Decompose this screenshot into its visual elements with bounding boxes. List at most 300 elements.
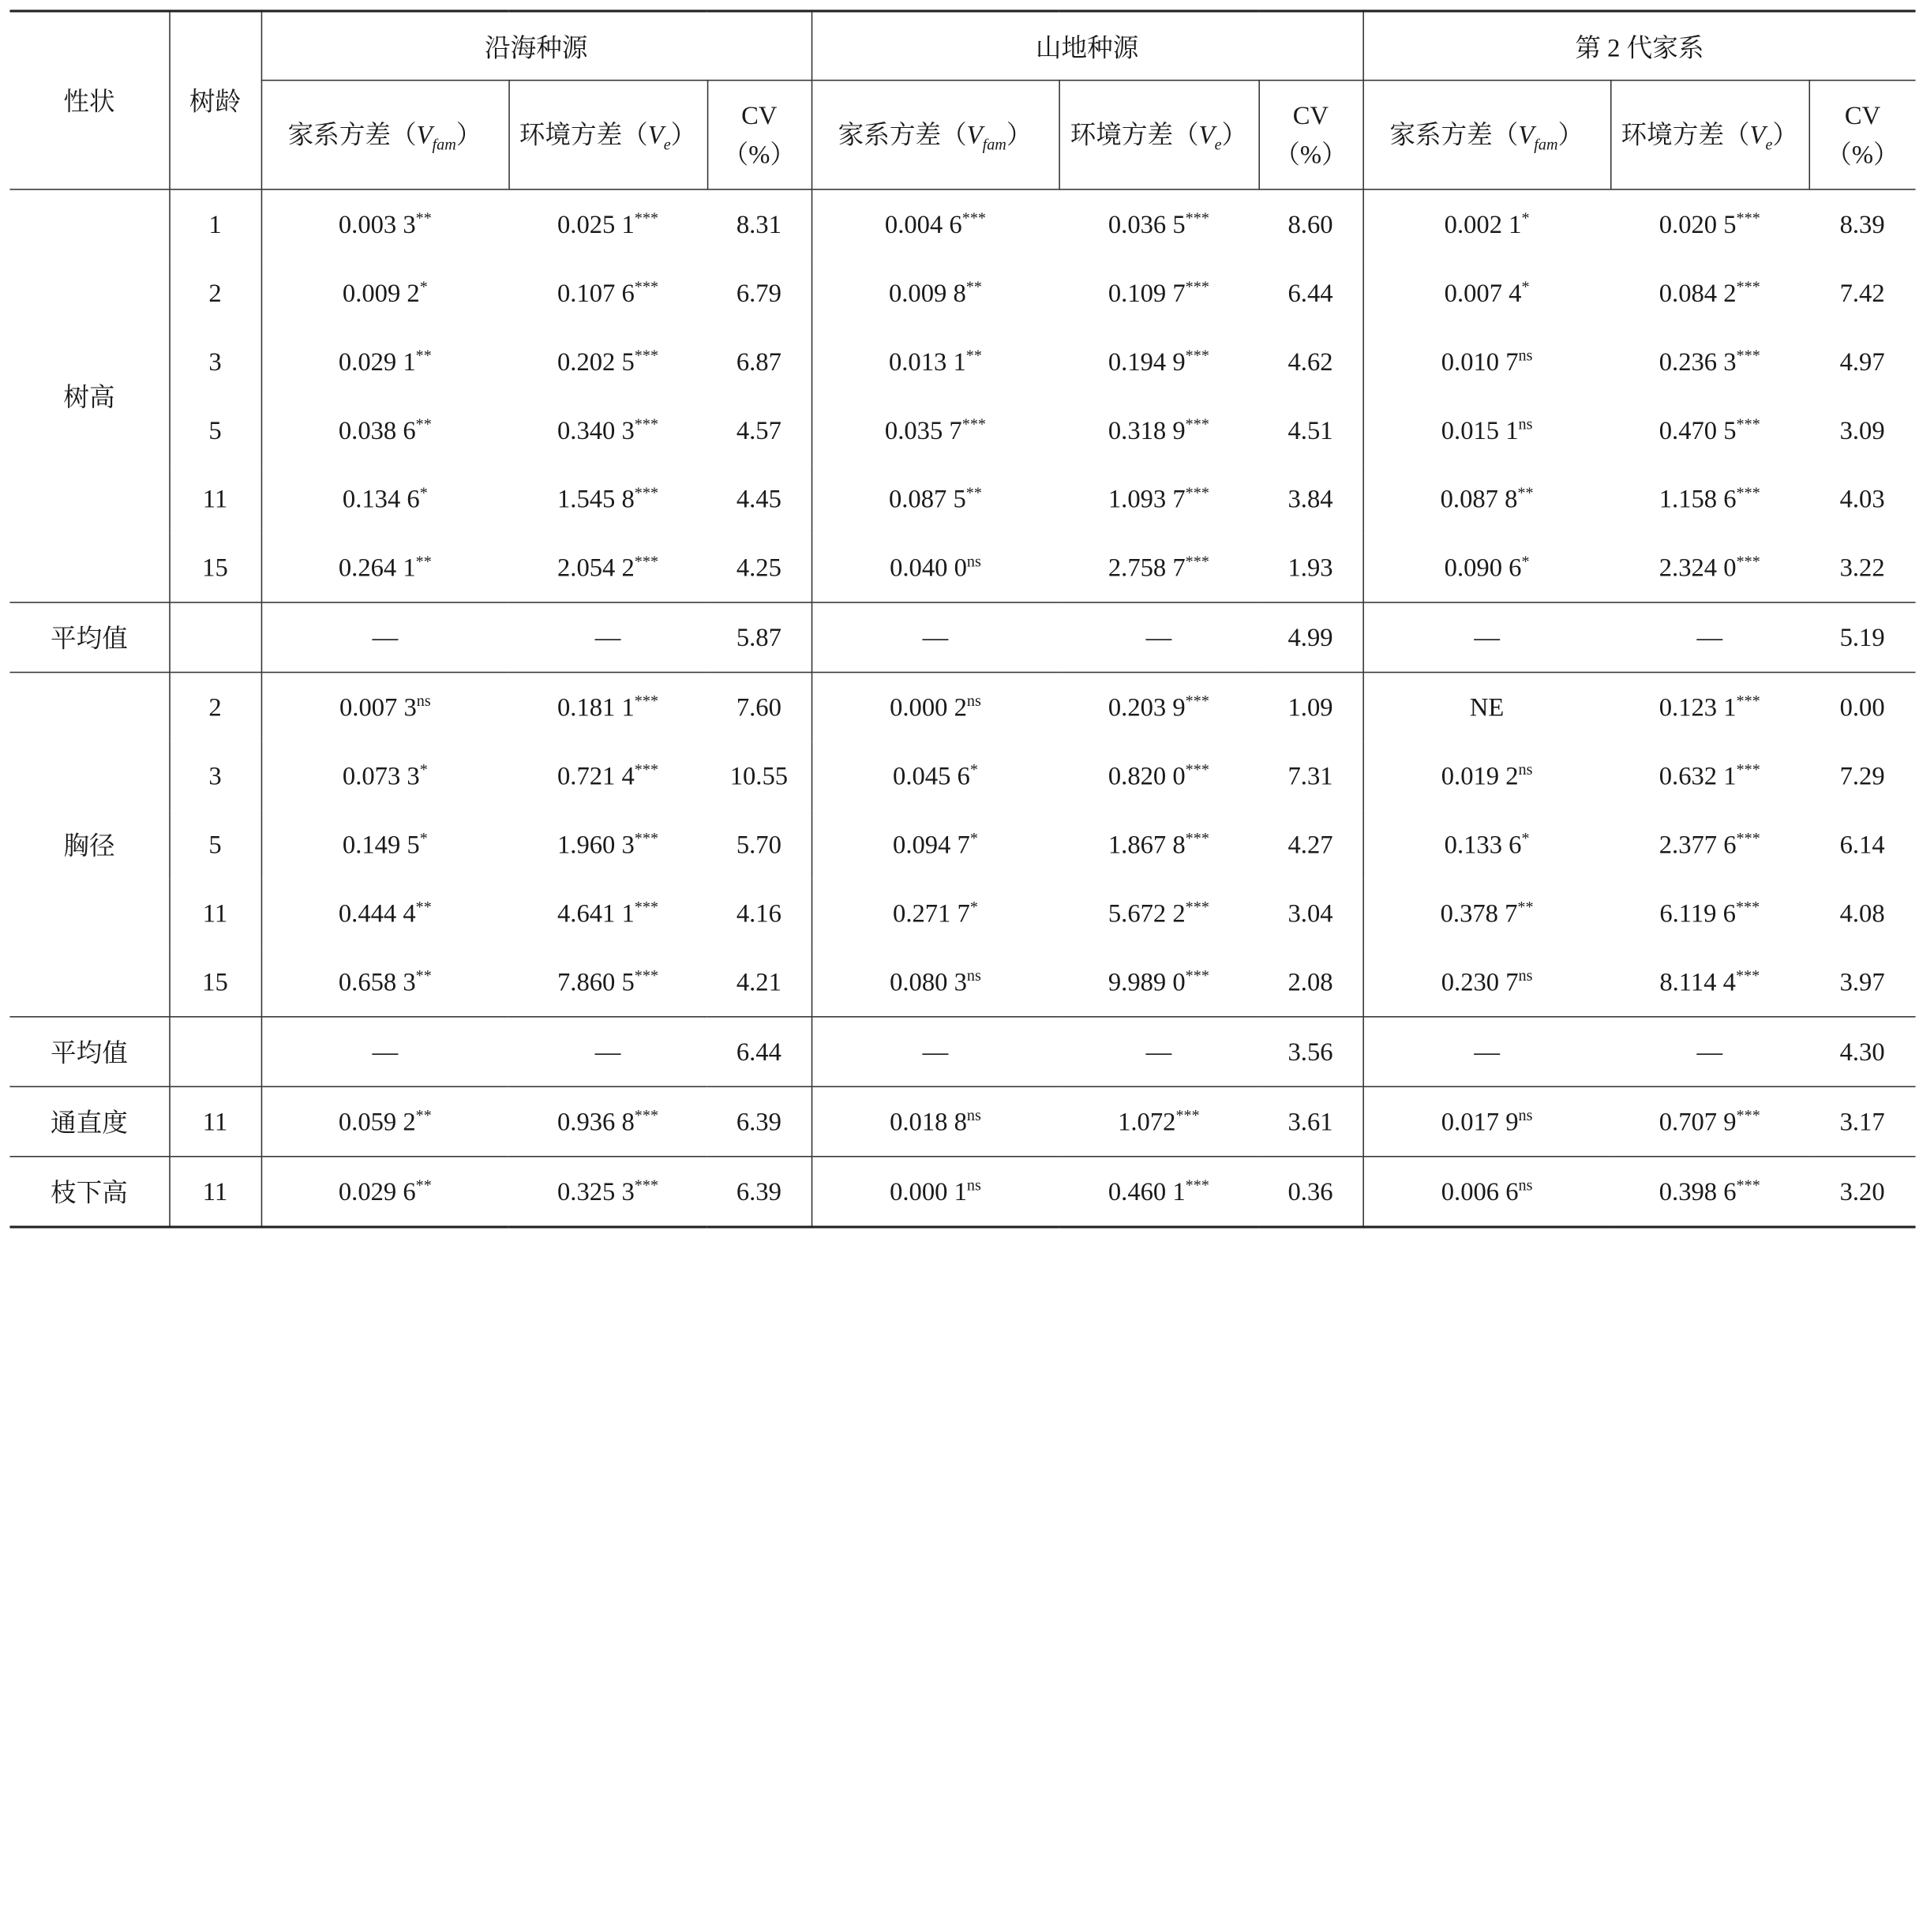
significance-mark: ** <box>1517 896 1534 915</box>
cell-value: 0.398 6 <box>1659 1176 1737 1206</box>
cell-value: 4.51 <box>1287 415 1333 445</box>
vfam-cell <box>261 396 509 464</box>
table-row <box>9 396 1915 464</box>
age-cell: 11 <box>169 879 260 947</box>
cell-value: 0.202 5 <box>557 346 635 376</box>
table-header <box>9 11 1915 189</box>
cell-value: 3.84 <box>1287 483 1333 513</box>
vfam-cell <box>1362 947 1610 1017</box>
vfam-cell <box>261 810 509 879</box>
header-ve-sub: e <box>1765 135 1773 154</box>
significance-mark: ns <box>1518 413 1533 433</box>
age-cell <box>169 602 260 672</box>
vfam-cell <box>261 189 509 259</box>
cell-value: 6.44 <box>1287 277 1333 307</box>
cell-value: 2.054 2 <box>557 552 635 582</box>
vfam-cell <box>261 464 509 533</box>
cv-cell <box>1809 741 1916 810</box>
header-vfam-label: 家系方差（ <box>1389 120 1519 150</box>
cv-cell <box>1258 533 1362 602</box>
table-body <box>9 189 1915 1227</box>
header-ve-symbol: V <box>1749 120 1766 150</box>
header-ve-label: 环境方差（ <box>519 120 648 150</box>
age-cell: 11 <box>169 1086 260 1156</box>
cv-cell <box>1258 396 1362 464</box>
cell-value: 0.002 1 <box>1444 208 1522 238</box>
significance-mark: ** <box>415 965 432 984</box>
cell-value: 6.14 <box>1839 829 1885 859</box>
age-cell: 2 <box>169 259 260 328</box>
header-trait: 性状 <box>9 11 169 189</box>
vfam-cell <box>811 1157 1059 1227</box>
cell-value: 6.39 <box>736 1176 781 1206</box>
cell-value: 4.03 <box>1839 483 1885 513</box>
table-row <box>9 673 1915 742</box>
cell-value: 4.99 <box>1287 621 1333 652</box>
significance-mark: *** <box>1736 759 1760 778</box>
significance-mark: ** <box>415 413 432 433</box>
vfam-cell <box>1362 1086 1610 1156</box>
ve-cell <box>1059 741 1258 810</box>
cell-value: 1.093 7 <box>1108 483 1186 513</box>
significance-mark: *** <box>1185 208 1209 227</box>
table-row <box>9 810 1915 879</box>
cell-value: 0.123 1 <box>1659 692 1737 722</box>
significance-mark: *** <box>1736 690 1760 710</box>
significance-mark: * <box>419 759 428 778</box>
ve-cell <box>1059 673 1258 742</box>
ve-cell <box>508 189 707 259</box>
cell-value: 1.09 <box>1287 692 1333 722</box>
cell-value: 0.087 8 <box>1440 483 1518 513</box>
vfam-cell <box>811 464 1059 533</box>
cell-value: 0.080 3 <box>890 966 967 996</box>
vfam-cell <box>811 533 1059 602</box>
significance-mark: *** <box>1185 345 1209 364</box>
cell-value: 0.149 5 <box>342 829 420 859</box>
cv-cell <box>1809 947 1916 1017</box>
age-cell <box>169 1017 260 1086</box>
table-row <box>9 533 1915 602</box>
vfam-cell <box>1362 464 1610 533</box>
cv-cell <box>1809 673 1916 742</box>
significance-mark: *** <box>634 550 659 570</box>
cell-value: 0.203 9 <box>1108 692 1186 722</box>
vfam-cell <box>1362 533 1610 602</box>
significance-mark: * <box>419 827 428 847</box>
ve-cell <box>508 947 707 1017</box>
header-vfam-symbol: V <box>1518 120 1535 150</box>
cv-cell <box>707 189 811 259</box>
age-cell: 15 <box>169 533 260 602</box>
header-ve-close: ） <box>1221 120 1248 150</box>
cell-value: 0.271 7 <box>893 898 970 928</box>
significance-mark: *** <box>1736 1175 1760 1194</box>
header-cv-unit: （%） <box>1826 139 1899 170</box>
vfam-cell <box>811 879 1059 947</box>
cv-cell <box>707 879 811 947</box>
cell-value: 7.60 <box>736 692 781 722</box>
cell-value: 2.758 7 <box>1108 552 1186 582</box>
significance-mark: *** <box>634 690 659 710</box>
significance-mark: *** <box>634 345 659 364</box>
cell-value: 0.181 1 <box>557 692 635 722</box>
cell-value: 8.114 4 <box>1659 966 1736 996</box>
cell-value: 0.133 6 <box>1444 829 1522 859</box>
cell-value: 3.56 <box>1287 1036 1333 1066</box>
cell-value: 0.020 5 <box>1659 208 1737 238</box>
table-row <box>9 464 1915 533</box>
vfam-cell <box>261 1086 509 1156</box>
ve-cell <box>1059 879 1258 947</box>
cv-cell <box>707 464 811 533</box>
ve-cell <box>1059 464 1258 533</box>
cell-value: 5.87 <box>736 621 781 652</box>
significance-mark: *** <box>634 965 659 984</box>
significance-mark: *** <box>1185 759 1209 778</box>
header-vfam-close: ） <box>455 120 482 150</box>
cell-value: 3.17 <box>1839 1106 1885 1136</box>
significance-mark: *** <box>1736 276 1760 295</box>
vfam-cell <box>1362 396 1610 464</box>
ve-cell <box>508 741 707 810</box>
cell-value: 1.93 <box>1287 552 1333 582</box>
significance-mark: *** <box>961 208 987 227</box>
significance-mark: ns <box>416 690 431 710</box>
significance-mark: *** <box>1736 208 1760 227</box>
cell-value: 0.820 0 <box>1108 760 1186 790</box>
header-cv-unit: （%） <box>722 139 796 170</box>
ve-cell <box>508 602 707 672</box>
header-ve-label: 环境方差（ <box>1070 120 1199 150</box>
cell-value: 4.27 <box>1287 829 1333 859</box>
significance-mark: ** <box>415 1175 432 1194</box>
cell-value: 4.25 <box>736 552 781 582</box>
cell-value: 0.035 7 <box>884 415 962 445</box>
cv-cell <box>1258 947 1362 1017</box>
cv-cell <box>1258 328 1362 396</box>
cell-value: 0.045 6 <box>893 760 970 790</box>
header-age: 树龄 <box>169 11 260 189</box>
header-cv <box>707 81 811 189</box>
ve-cell <box>1059 602 1258 672</box>
age-cell: 11 <box>169 464 260 533</box>
ve-cell <box>1610 879 1809 947</box>
header-cv-label: CV <box>1844 100 1881 130</box>
variance-table <box>9 9 1915 1228</box>
cv-cell <box>1809 1017 1916 1086</box>
cell-value: 0.325 3 <box>557 1176 635 1206</box>
vfam-cell <box>1362 602 1610 672</box>
significance-mark: * <box>1521 827 1530 847</box>
significance-mark: * <box>969 827 978 847</box>
cv-cell <box>1809 1157 1916 1227</box>
ve-cell <box>1059 189 1258 259</box>
vfam-cell <box>261 673 509 742</box>
significance-mark: *** <box>1175 1105 1200 1124</box>
vfam-cell <box>1362 1157 1610 1227</box>
header-ve-label: 环境方差（ <box>1621 120 1750 150</box>
header-vfam-sub: fam <box>1534 135 1558 154</box>
header-vfam-sub: fam <box>432 135 456 154</box>
ve-cell <box>508 1157 707 1227</box>
ve-cell <box>508 533 707 602</box>
significance-mark: ns <box>1518 759 1533 778</box>
cell-value: 0.470 5 <box>1659 415 1737 445</box>
header-group-mountain: 山地种源 <box>811 11 1363 81</box>
significance-mark: ns <box>1518 965 1533 984</box>
header-vfam-label: 家系方差（ <box>838 120 967 150</box>
vfam-cell <box>261 741 509 810</box>
ve-cell <box>508 1017 707 1086</box>
table-row <box>9 189 1915 259</box>
cv-cell <box>1809 533 1916 602</box>
table-row <box>9 328 1915 396</box>
significance-mark: *** <box>634 759 659 778</box>
cv-cell <box>1258 1157 1362 1227</box>
cv-cell <box>707 741 811 810</box>
cv-cell <box>1809 1086 1916 1156</box>
cv-cell <box>707 396 811 464</box>
cv-cell <box>1809 602 1916 672</box>
age-cell: 15 <box>169 947 260 1017</box>
cell-value: 0.038 6 <box>338 415 416 445</box>
significance-mark: *** <box>634 276 659 295</box>
trait-cell: 通直度 <box>9 1086 169 1156</box>
significance-mark: ** <box>415 208 432 227</box>
cell-value: 0.073 3 <box>342 760 420 790</box>
significance-mark: *** <box>1185 827 1209 847</box>
ve-cell <box>1059 810 1258 879</box>
ve-cell <box>508 396 707 464</box>
significance-mark: *** <box>1736 345 1760 364</box>
cell-value: 0.378 7 <box>1440 898 1518 928</box>
vfam-cell <box>1362 1017 1610 1086</box>
significance-mark: *** <box>634 827 659 847</box>
cell-value: 6.44 <box>736 1036 781 1066</box>
cell-value: — <box>594 1036 621 1066</box>
cv-cell <box>1258 810 1362 879</box>
cell-value: 4.57 <box>736 415 781 445</box>
cv-cell <box>1258 1017 1362 1086</box>
cell-value: 0.010 7 <box>1441 346 1519 376</box>
trait-cell: 胸径 <box>9 673 169 1017</box>
ve-cell <box>1610 1086 1809 1156</box>
vfam-cell <box>1362 673 1610 742</box>
cell-value: 0.004 6 <box>884 208 962 238</box>
cell-value: 4.62 <box>1287 346 1333 376</box>
cell-value: 0.194 9 <box>1108 346 1186 376</box>
header-ve-close: ） <box>670 120 697 150</box>
ve-cell <box>1059 947 1258 1017</box>
cv-cell <box>1258 1086 1362 1156</box>
cell-value: 4.21 <box>736 966 781 996</box>
significance-mark: *** <box>1185 413 1209 433</box>
cv-cell <box>1809 328 1916 396</box>
cell-value: 1.072 <box>1118 1106 1176 1136</box>
cell-value: 0.029 1 <box>338 346 416 376</box>
cell-value: 0.36 <box>1287 1176 1333 1206</box>
cv-cell <box>707 328 811 396</box>
cv-cell <box>1258 741 1362 810</box>
cell-value: 0.340 3 <box>557 415 635 445</box>
significance-mark: ** <box>415 345 432 364</box>
significance-mark: ** <box>415 1105 432 1124</box>
cell-value: 3.09 <box>1839 415 1885 445</box>
header-vfam-close: ） <box>1006 120 1033 150</box>
ve-cell <box>1610 533 1809 602</box>
header-group-coastal: 沿海种源 <box>261 11 811 81</box>
ve-cell <box>508 673 707 742</box>
cell-value: 0.264 1 <box>338 552 416 582</box>
significance-mark: *** <box>634 1105 659 1124</box>
cell-value: 0.134 6 <box>342 483 420 513</box>
header-vfam-symbol: V <box>966 120 983 150</box>
cell-value: 0.025 1 <box>557 208 635 238</box>
table-row <box>9 602 1915 672</box>
header-vfam-close: ） <box>1557 120 1584 150</box>
vfam-cell <box>261 879 509 947</box>
ve-cell <box>1610 259 1809 328</box>
cell-value: 0.107 6 <box>557 277 635 307</box>
age-cell: 3 <box>169 328 260 396</box>
header-ve-symbol: V <box>647 120 664 150</box>
ve-cell <box>1059 328 1258 396</box>
age-cell: 5 <box>169 396 260 464</box>
ve-cell <box>508 328 707 396</box>
cv-cell <box>1809 879 1916 947</box>
significance-mark: ** <box>965 345 982 364</box>
cell-value: 0.000 2 <box>890 692 967 722</box>
cell-value: — <box>372 1036 399 1066</box>
cell-value: 0.084 2 <box>1659 277 1737 307</box>
vfam-cell <box>811 259 1059 328</box>
cell-value: 0.009 2 <box>342 277 420 307</box>
significance-mark: *** <box>634 1175 659 1194</box>
cell-value: 0.007 3 <box>339 692 417 722</box>
vfam-cell <box>811 1017 1059 1086</box>
header-ve-sub: e <box>1214 135 1222 154</box>
cell-value: 0.040 0 <box>890 552 967 582</box>
cv-cell <box>707 1157 811 1227</box>
ve-cell <box>508 259 707 328</box>
trait-cell: 枝下高 <box>9 1157 169 1227</box>
vfam-cell <box>261 1157 509 1227</box>
cell-value: 9.989 0 <box>1108 966 1186 996</box>
significance-mark: * <box>1521 276 1530 295</box>
cell-value: 0.036 5 <box>1108 208 1186 238</box>
ve-cell <box>508 879 707 947</box>
cell-value: 1.960 3 <box>557 829 635 859</box>
significance-mark: *** <box>634 482 659 501</box>
header-vfam-sub: fam <box>982 135 1006 154</box>
table-row <box>9 879 1915 947</box>
cv-cell <box>1809 464 1916 533</box>
cell-value: 0.632 1 <box>1659 760 1737 790</box>
age-cell: 5 <box>169 810 260 879</box>
significance-mark: ns <box>1518 1105 1533 1124</box>
cell-value: 8.60 <box>1287 208 1333 238</box>
vfam-cell <box>261 602 509 672</box>
cv-cell <box>1258 602 1362 672</box>
cell-value: 0.460 1 <box>1108 1176 1186 1206</box>
cell-value: 7.860 5 <box>557 966 635 996</box>
cell-value: 0.029 6 <box>338 1176 416 1206</box>
cv-cell <box>1258 189 1362 259</box>
cell-value: 0.236 3 <box>1659 346 1737 376</box>
cell-value: — <box>1145 1036 1172 1066</box>
cv-cell <box>707 602 811 672</box>
ve-cell <box>1059 1017 1258 1086</box>
cell-value: 0.230 7 <box>1441 966 1519 996</box>
cell-value: 0.109 7 <box>1108 277 1186 307</box>
header-vfam <box>1362 81 1610 189</box>
header-ve-sub: e <box>663 135 671 154</box>
significance-mark: ns <box>966 550 981 570</box>
cell-value: — <box>1145 621 1172 652</box>
ve-cell <box>1610 602 1809 672</box>
ve-cell <box>1059 1086 1258 1156</box>
significance-mark: * <box>419 482 428 501</box>
vfam-cell <box>1362 810 1610 879</box>
ve-cell <box>1610 1017 1809 1086</box>
significance-mark: ns <box>966 1105 981 1124</box>
vfam-cell <box>1362 259 1610 328</box>
cell-value: 0.090 6 <box>1444 552 1522 582</box>
header-ve <box>1610 81 1809 189</box>
cv-cell <box>707 259 811 328</box>
significance-mark: *** <box>1185 276 1209 295</box>
cv-cell <box>1809 396 1916 464</box>
cell-value: — <box>1696 1036 1723 1066</box>
header-ve <box>508 81 707 189</box>
significance-mark: * <box>419 276 428 295</box>
cv-cell <box>1809 259 1916 328</box>
cell-value: 1.545 8 <box>557 483 635 513</box>
ve-cell <box>1059 1157 1258 1227</box>
vfam-cell <box>811 189 1059 259</box>
significance-mark: * <box>1521 208 1530 227</box>
cell-value: 0.017 9 <box>1441 1106 1519 1136</box>
trait-cell: 平均值 <box>9 1017 169 1086</box>
cv-cell <box>1809 189 1916 259</box>
significance-mark: *** <box>1736 827 1760 847</box>
header-vfam-label: 家系方差（ <box>287 120 417 150</box>
cell-value: 0.007 4 <box>1444 277 1522 307</box>
cv-cell <box>1258 673 1362 742</box>
cell-value: NE <box>1469 692 1505 722</box>
table-row <box>9 1086 1915 1156</box>
cell-value: 2.377 6 <box>1659 829 1737 859</box>
cv-cell <box>1258 879 1362 947</box>
cell-value: 3.20 <box>1839 1176 1885 1206</box>
cell-value: — <box>922 621 949 652</box>
cell-value: 3.22 <box>1839 552 1885 582</box>
cv-cell <box>1809 810 1916 879</box>
cv-cell <box>1258 259 1362 328</box>
cell-value: — <box>922 1036 949 1066</box>
cell-value: 0.059 2 <box>338 1106 416 1136</box>
cell-value: 4.08 <box>1839 898 1885 928</box>
cv-cell <box>707 1017 811 1086</box>
cell-value: — <box>1696 621 1723 652</box>
significance-mark: *** <box>1736 413 1760 433</box>
significance-mark: *** <box>1735 965 1760 984</box>
significance-mark: *** <box>1185 482 1209 501</box>
cell-value: 0.658 3 <box>338 966 416 996</box>
cell-value: — <box>1474 621 1500 652</box>
significance-mark: ** <box>415 550 432 570</box>
